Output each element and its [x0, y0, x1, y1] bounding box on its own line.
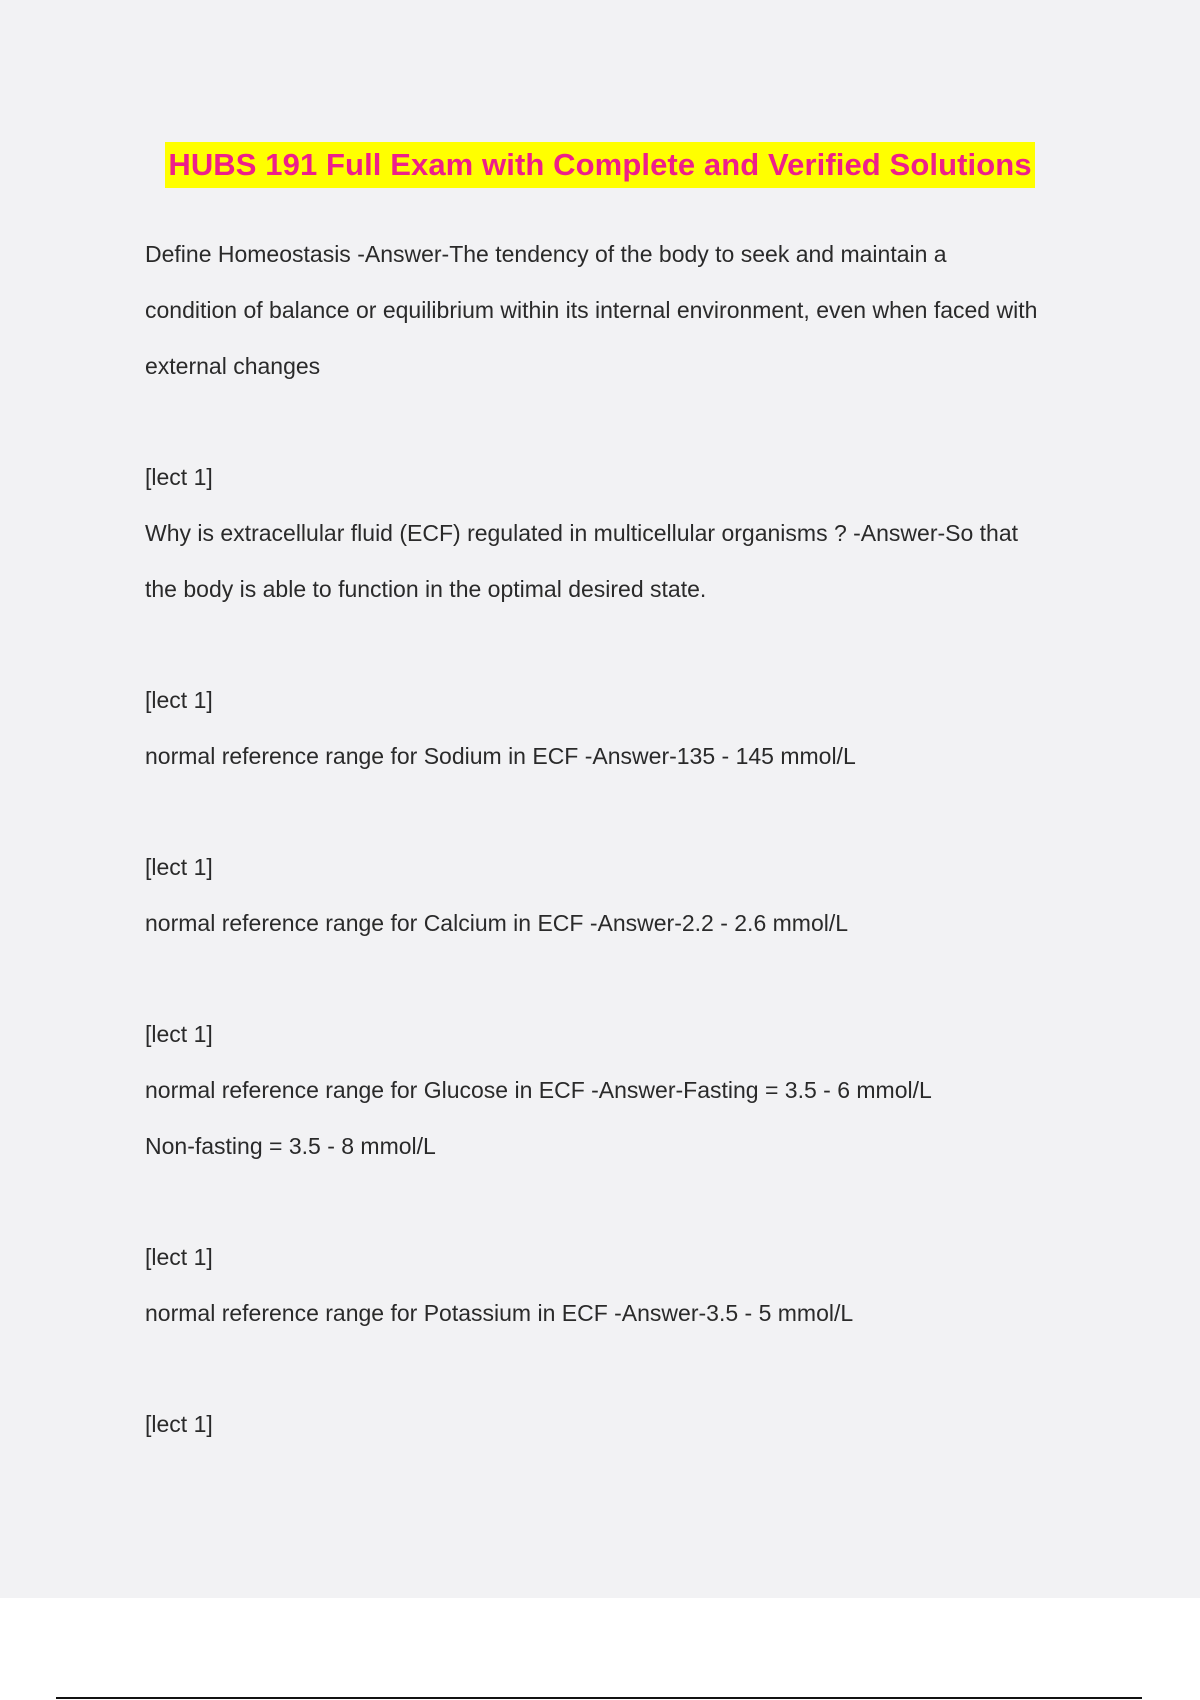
text-line: normal reference range for Glucose in ECF -Answer-Fasting = 3.5 - 6 mmol/L	[145, 1077, 932, 1103]
qa-entry-potassium	[145, 1229, 1095, 1341]
text-line: normal reference range for Calcium in ECF -Answer-2.2 - 2.6 mmol/L	[145, 910, 849, 936]
lecture-tag: [lect 1]	[145, 1411, 213, 1437]
footer-divider	[56, 1697, 1142, 1699]
entry-spacer	[145, 1341, 1095, 1396]
qa-entry-glucose	[145, 1006, 1095, 1174]
entry-spacer	[145, 1174, 1095, 1229]
text-line: external changes	[145, 353, 321, 379]
text-line: the body is able to function in the optimal desired state.	[145, 576, 707, 602]
text-line: normal reference range for Potassium in ECF -Answer-3.5 - 5 mmol/L	[145, 1300, 854, 1326]
qa-entry-sodium	[145, 672, 1095, 784]
lecture-tag: [lect 1]	[145, 1021, 213, 1047]
entry-spacer	[145, 394, 1095, 449]
document-body	[145, 226, 1095, 1452]
qa-entry-ecf-regulation	[145, 449, 1095, 617]
lecture-tag: [lect 1]	[145, 687, 213, 713]
lecture-tag: [lect 1]	[145, 854, 213, 880]
text-line: normal reference range for Sodium in ECF -Answer-135 - 145 mmol/L	[145, 743, 856, 769]
text-line: Define Homeostasis -Answer-The tendency of the body to seek and maintain a	[145, 241, 947, 267]
text-line: Non-fasting = 3.5 - 8 mmol/L	[145, 1133, 436, 1159]
title-container	[0, 142, 1200, 188]
entry-spacer	[145, 617, 1095, 672]
lecture-tag: [lect 1]	[145, 464, 213, 490]
qa-entry-calcium	[145, 839, 1095, 951]
text-line: condition of balance or equilibrium within its internal environment, even when faced with	[145, 297, 1038, 323]
qa-entry-trailing	[145, 1396, 1095, 1452]
text-line: Why is extracellular fluid (ECF) regulated in multicellular organisms ? -Answer-So that	[145, 520, 1019, 546]
entry-spacer	[145, 951, 1095, 1006]
qa-entry-homeostasis	[145, 226, 1095, 394]
entry-spacer	[145, 784, 1095, 839]
document-title: HUBS 191 Full Exam with Complete and Verified Solutions	[165, 142, 1034, 188]
lecture-tag: [lect 1]	[145, 1244, 213, 1270]
